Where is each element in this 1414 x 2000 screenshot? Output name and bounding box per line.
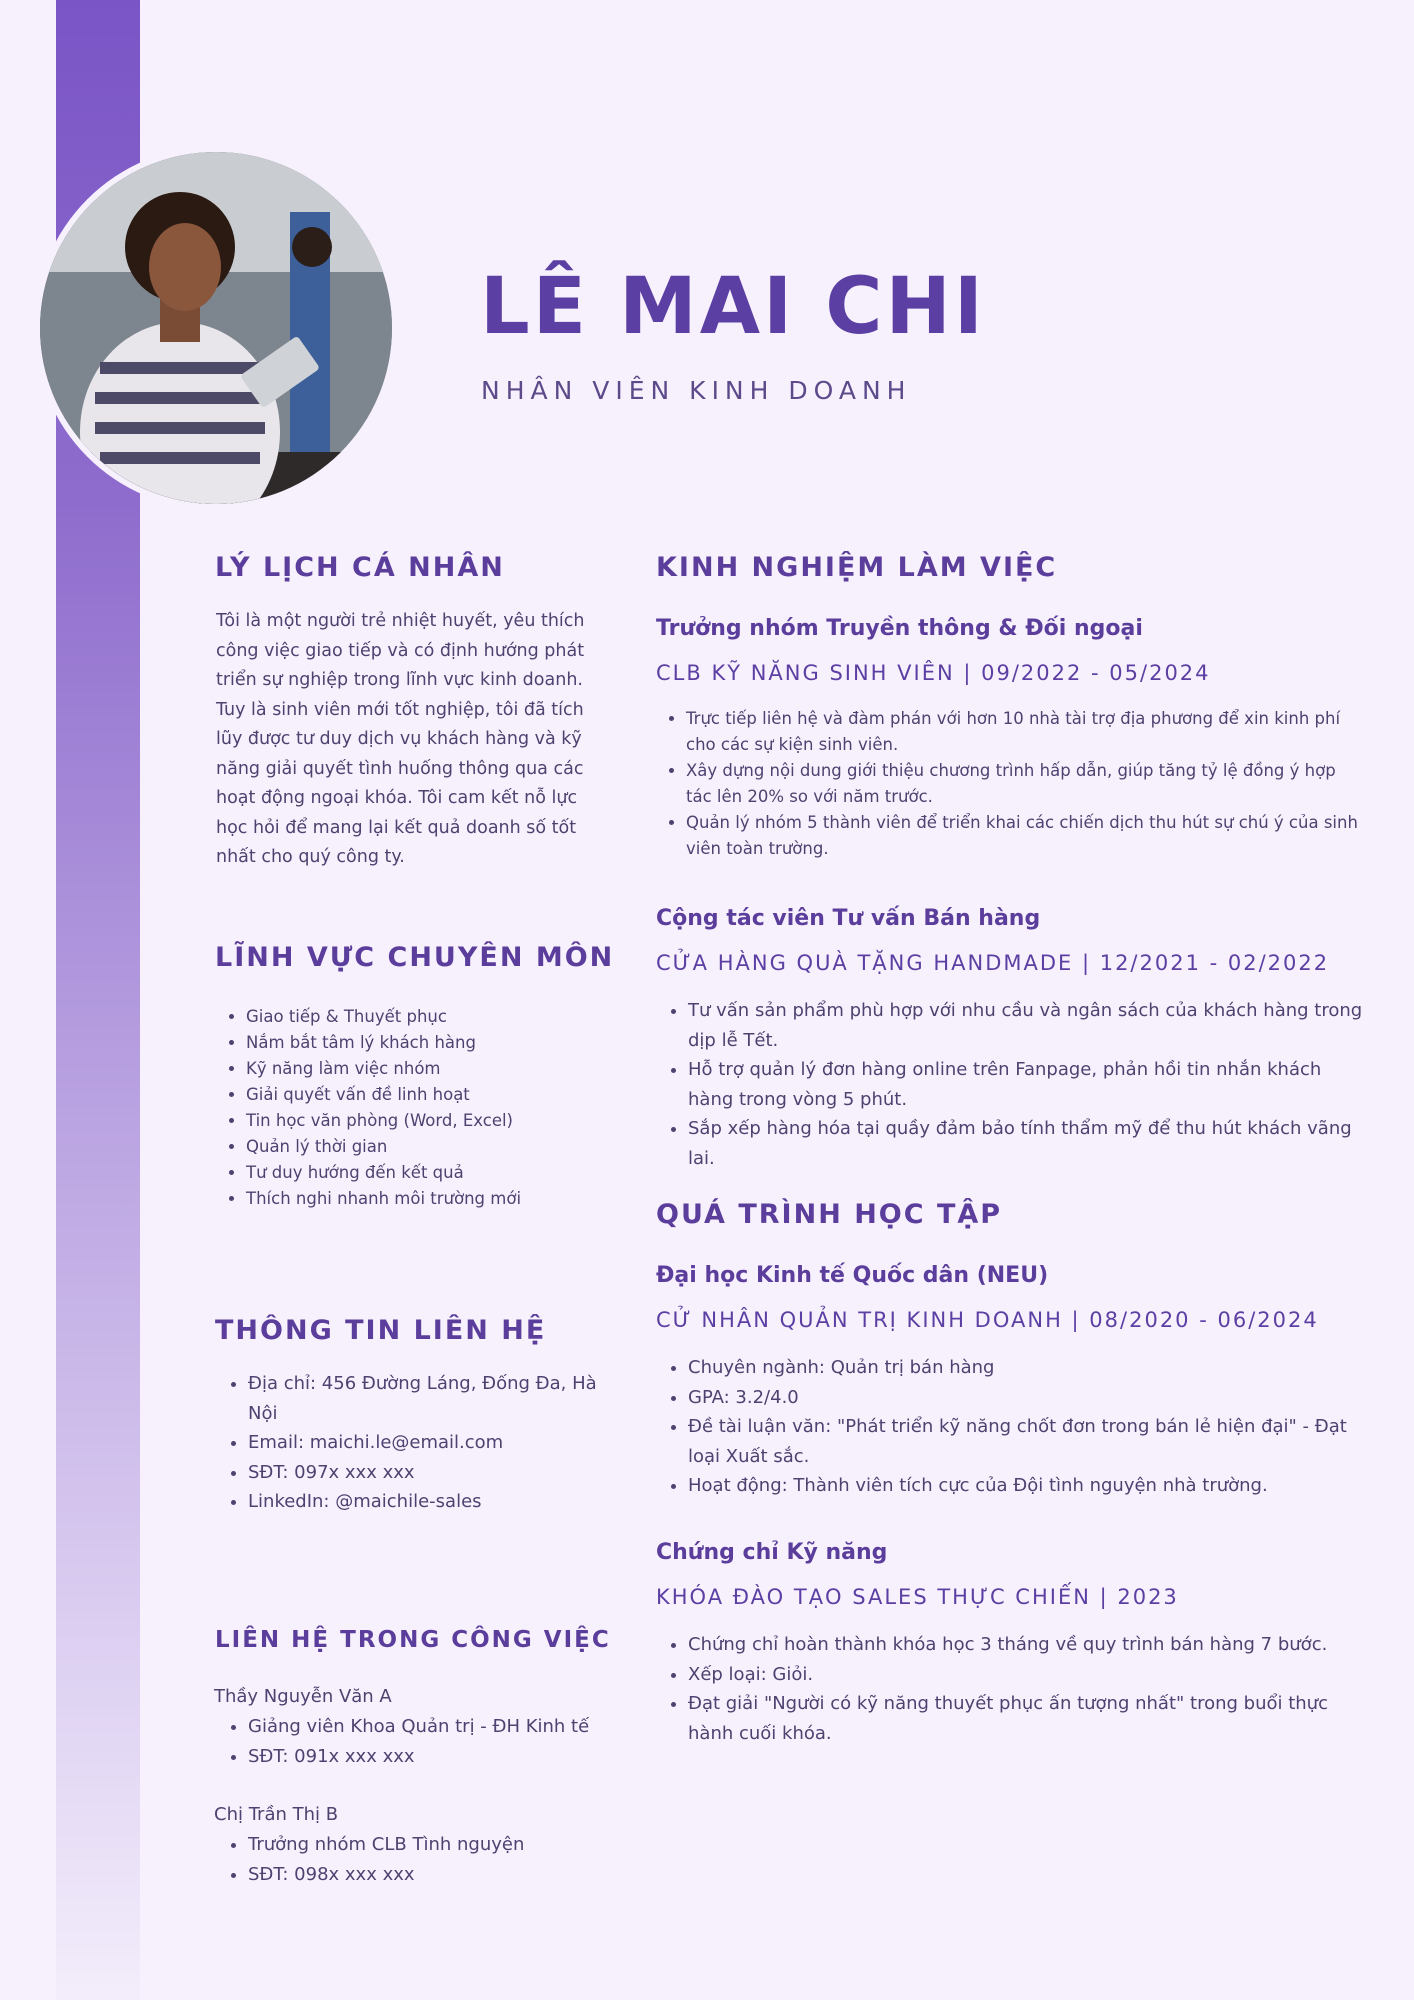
education-bullet: • Đề tài luận văn: "Phát triển kỹ năng chốt đơn trong bán lẻ hiện đại" - Đạt loại Xuất sắc. — [688, 1412, 1368, 1471]
skill-item: • Tư duy hướng đến kết quả — [246, 1160, 606, 1186]
skill-item: • Giao tiếp & Thuyết phục — [246, 1004, 606, 1030]
certificate-program: KHÓA ĐÀO TẠO SALES THỰC CHIẾN | 2023 — [656, 1585, 1179, 1609]
profile-photo — [40, 152, 392, 504]
reference-details — [218, 1830, 608, 1889]
contact-linkedin[interactable]: • LinkedIn: @maichile-sales — [248, 1487, 628, 1517]
certificate-bullet: • Xếp loại: Giỏi. — [688, 1660, 1368, 1690]
certificate-bullet: • Đạt giải "Người có kỹ năng thuyết phục ấn tượng nhất" trong buổi thực hành cuối khóa. — [688, 1689, 1368, 1748]
skills-list — [216, 1004, 606, 1212]
contact-phone: • SĐT: 097x xxx xxx — [248, 1458, 628, 1488]
certificate-title: Chứng chỉ Kỹ năng — [656, 1540, 888, 1565]
job-bullet: • Sắp xếp hàng hóa tại quầy đảm bảo tính thẩm mỹ để thu hút khách vãng lai. — [688, 1114, 1368, 1173]
contact-email[interactable]: • Email: maichi.le@email.com — [248, 1428, 628, 1458]
job-bullets — [658, 996, 1368, 1173]
education-degree: CỬ NHÂN QUẢN TRỊ KINH DOANH | 08/2020 - 06/2024 — [656, 1308, 1319, 1332]
profile-text: Tôi là một người trẻ nhiệt huyết, yêu thích công việc giao tiếp và có định hướng phát triển sự nghiệp trong lĩnh vực kinh doanh. Tuy là sinh viên mới tốt nghiệp, tôi đã tích lũy được tư duy dịch vụ khách hàng và kỹ năng giải quyết tình huống thông qua các hoạt động ngoại khóa. Tôi cam kết nỗ lực học hỏi để mang lại kết quả doanh số tốt nhất cho quý công ty. — [216, 611, 585, 867]
job-title: Cộng tác viên Tư vấn Bán hàng — [656, 906, 1041, 931]
reference-detail: • Trưởng nhóm CLB Tình nguyện — [248, 1830, 608, 1860]
education-heading: QUÁ TRÌNH HỌC TẬP — [656, 1199, 1003, 1230]
job-bullet: • Tư vấn sản phẩm phù hợp với nhu cầu và ngân sách của khách hàng trong dịp lễ Tết. — [688, 996, 1368, 1055]
skill-item: • Kỹ năng làm việc nhóm — [246, 1056, 606, 1082]
experience-heading: KINH NGHIỆM LÀM VIỆC — [656, 552, 1058, 583]
reference-detail: • SĐT: 091x xxx xxx — [248, 1742, 608, 1772]
skill-item: • Quản lý thời gian — [246, 1134, 606, 1160]
education-bullets — [658, 1353, 1368, 1501]
education-bullet: • GPA: 3.2/4.0 — [688, 1383, 1368, 1413]
job-bullets — [656, 706, 1366, 862]
reference-name: Thầy Nguyễn Văn A — [214, 1686, 392, 1707]
job-bullet: • Trực tiếp liên hệ và đàm phán với hơn 10 nhà tài trợ địa phương để xin kinh phí cho các sự kiện sinh viên. — [686, 706, 1366, 758]
candidate-name: LÊ MAI CHI — [480, 262, 986, 352]
skill-item: • Giải quyết vấn đề linh hoạt — [246, 1082, 606, 1108]
education-title: Đại học Kinh tế Quốc dân (NEU) — [656, 1263, 1049, 1288]
certificate-bullets — [658, 1630, 1368, 1748]
skill-item: • Thích nghi nhanh môi trường mới — [246, 1186, 606, 1212]
candidate-role: NHÂN VIÊN KINH DOANH — [481, 376, 912, 405]
contact-list — [218, 1369, 628, 1517]
references-heading: LIÊN HỆ TRONG CÔNG VIỆC — [215, 1627, 611, 1653]
skill-item: • Tin học văn phòng (Word, Excel) — [246, 1108, 606, 1134]
education-bullet: • Hoạt động: Thành viên tích cực của Đội tình nguyện nhà trường. — [688, 1471, 1368, 1501]
contact-heading: THÔNG TIN LIÊN HỆ — [215, 1315, 547, 1346]
reference-detail: • SĐT: 098x xxx xxx — [248, 1860, 608, 1890]
job-title: Trưởng nhóm Truyền thông & Đối ngoại — [656, 616, 1143, 641]
skills-heading: LĨNH VỰC CHUYÊN MÔN — [215, 942, 615, 973]
education-bullet: • Chuyên ngành: Quản trị bán hàng — [688, 1353, 1368, 1383]
job-organization: CỬA HÀNG QUÀ TẶNG HANDMADE | 12/2021 - 02/2022 — [656, 951, 1330, 975]
reference-details — [218, 1712, 608, 1771]
job-bullet: • Xây dựng nội dung giới thiệu chương trình hấp dẫn, giúp tăng tỷ lệ đồng ý hợp tác lên 20% so với năm trước. — [686, 758, 1366, 810]
skill-item: • Nắm bắt tâm lý khách hàng — [246, 1030, 606, 1056]
certificate-bullet: • Chứng chỉ hoàn thành khóa học 3 tháng về quy trình bán hàng 7 bước. — [688, 1630, 1368, 1660]
job-bullet: • Hỗ trợ quản lý đơn hàng online trên Fanpage, phản hồi tin nhắn khách hàng trong vòng 5 phút. — [688, 1055, 1368, 1114]
profile-heading: LÝ LỊCH CÁ NHÂN — [215, 552, 505, 583]
reference-detail: • Giảng viên Khoa Quản trị - ĐH Kinh tế — [248, 1712, 608, 1742]
job-organization: CLB KỸ NĂNG SINH VIÊN | 09/2022 - 05/2024 — [656, 661, 1211, 685]
job-bullet: • Quản lý nhóm 5 thành viên để triển khai các chiến dịch thu hút sự chú ý của sinh viên toàn trường. — [686, 810, 1366, 862]
contact-address: • Địa chỉ: 456 Đường Láng, Đống Đa, Hà Nội — [248, 1369, 628, 1428]
reference-name: Chị Trần Thị B — [214, 1804, 339, 1825]
